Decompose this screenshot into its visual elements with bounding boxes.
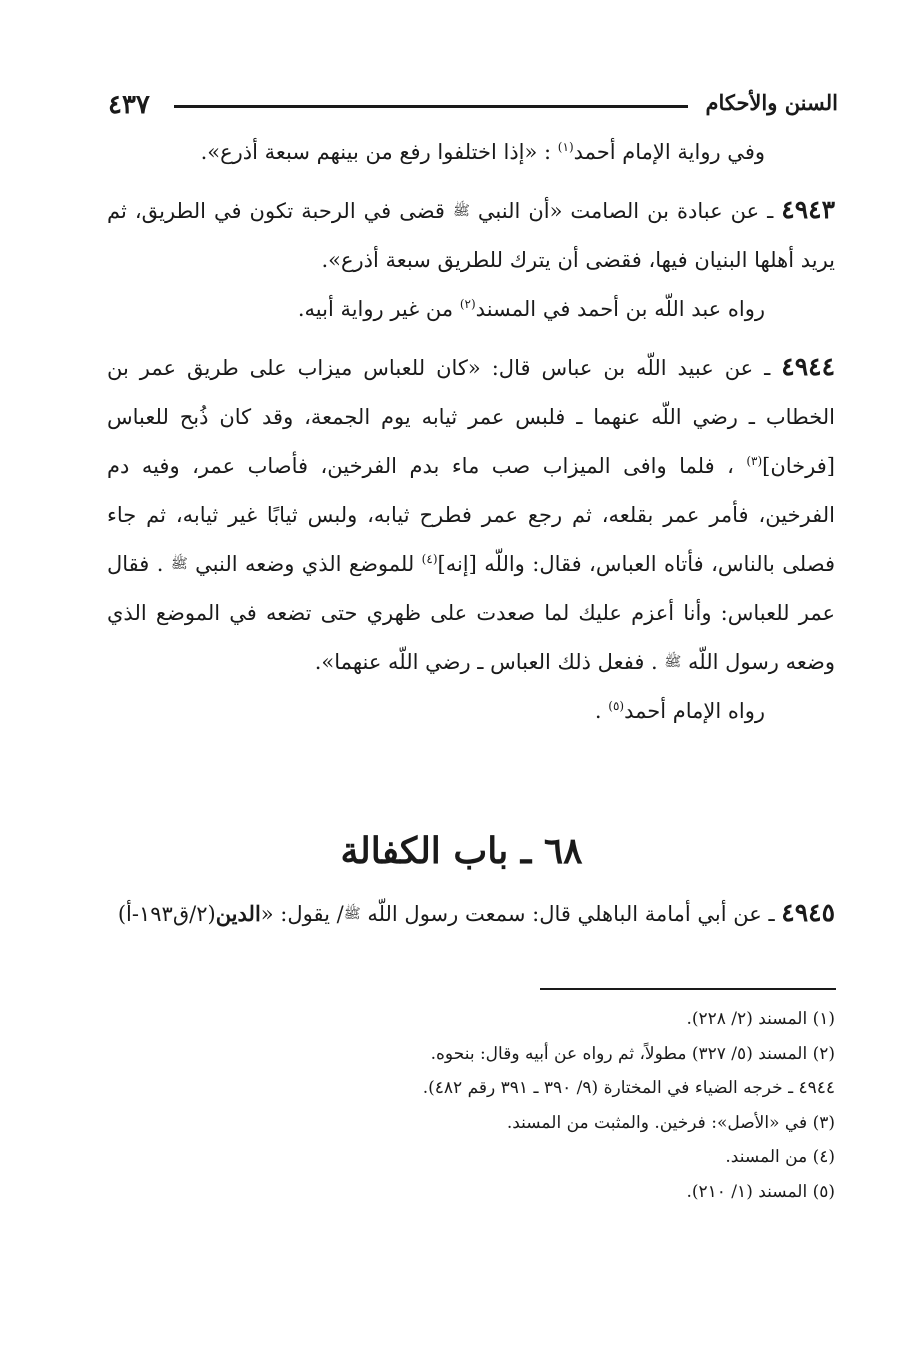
riwaya-text: من غير رواية أبيه. [297,297,460,321]
hadith-text: ، فلما وافى الميزاب صب ماء بدم الفرخين، فأصاب عمر، وفيه دم الفرخين، فأمر عمر بقلعه، ثم رجع عمر فطرح ثيابه، ولبس ثيابًا غير ثيابه، ثم جاء فصلى بالناس، فأتاه العباس، فقال: واللّه [إنه] [107,454,835,576]
intro-quote: : «إذا اختلفوا رفع من بينهم سبعة أذرع». [200,140,558,164]
hadith-number: ٤٩٤٤ [781,352,835,381]
footnote-rule [540,988,836,990]
footnote-4: (٤) من المسند. [725,1147,835,1167]
riwaya-4944 [107,687,835,736]
footnote-marker: (٢) [459,297,476,311]
hadith-text: قضى في الرحبة تكون في الطريق، ثم يريد أهلها البنيان فيها، فقضى أن يترك للطريق سبعة أذرع». [107,199,835,272]
footnote-1: (١) المسند (٢/ ٢٢٨). [686,1009,835,1029]
footnote-2: (٢) المسند (٥/ ٣٢٧) مطولاً، ثم رواه عن أبيه وقال: بنحوه. [430,1043,835,1064]
salla-glyph: ﷺ [452,203,470,219]
hadith-text-bold: الدين [215,901,261,926]
footnote-takhrij: ٤٩٤٤ ـ خرجه الضياء في المختارة (٩/ ٣٩٠ ـ ٣٩١ رقم ٤٨٢). [422,1078,835,1098]
hadith-text: . فقال عمر للعباس: وأنا أعزم عليك لما صعدت على ظهري حتى تضعه في الموضع الذي وضعه رسول اللّه [107,552,835,674]
manuscript-ref: (٢/ق١٩٣-أ) [117,902,216,926]
hadith-4945 [0,898,835,927]
hadith-4943 [107,185,835,285]
running-header [108,88,838,124]
header-rule [174,105,688,108]
riwaya-text: رواه الإمام أحمد [624,699,765,723]
riwaya-text: . [594,699,609,723]
footnote-marker: (٤) [421,552,438,566]
hadith-text: للموضع الذي وضعه النبي [187,552,422,576]
salla-glyph: ﷺ [343,906,361,922]
intro-text: وفي رواية الإمام أحمد [573,140,765,164]
riwaya-4943 [107,285,835,334]
hadith-text: ـ عن عبادة بن الصامت «أن النبي [469,199,782,223]
footnote-marker: (٣) [746,454,763,468]
footnote-3: (٣) في «الأصل»: فرخين. والمثبت من المسند. [506,1112,835,1133]
hadith-4944 [107,342,835,687]
main-text [107,128,835,736]
riwaya-text: رواه عبد اللّه بن أحمد في المسند [475,297,765,321]
hadith-text: . ففعل ذلك العباس ـ رضي اللّه عنهما». [314,650,665,674]
intro-paragraph [107,128,835,177]
page-number: ٤٣٧ [108,90,150,120]
salla-glyph: ﷺ [664,654,682,670]
hadith-text: / يقول: « [260,902,344,926]
salla-glyph: ﷺ [170,556,188,572]
chapter-title: ٦٨ ـ باب الكفالة [340,830,583,872]
footnote-5: (٥) المسند (١/ ٢١٠). [686,1181,835,1202]
running-title: السنن والأحكام [705,90,838,115]
hadith-number: ٤٩٤٣ [781,195,835,224]
hadith-number: ٤٩٤٥ [781,898,835,927]
hadith-text: ـ عن أبي أمامة الباهلي قال: سمعت رسول اللّه [360,902,782,926]
hadith-text: ـ عن عبيد اللّه بن عباس قال: «كان للعباس ميزاب على طريق عمر بن الخطاب ـ رضي اللّه عنهما ـ فلبس عمر ثيابه يوم الجمعة، وقد كان ذُبح للعباس [فرخان] [107,356,835,478]
footnote-marker: (١) [557,140,574,154]
footnote-marker: (٥) [608,699,625,713]
footnotes [95,1002,835,1209]
